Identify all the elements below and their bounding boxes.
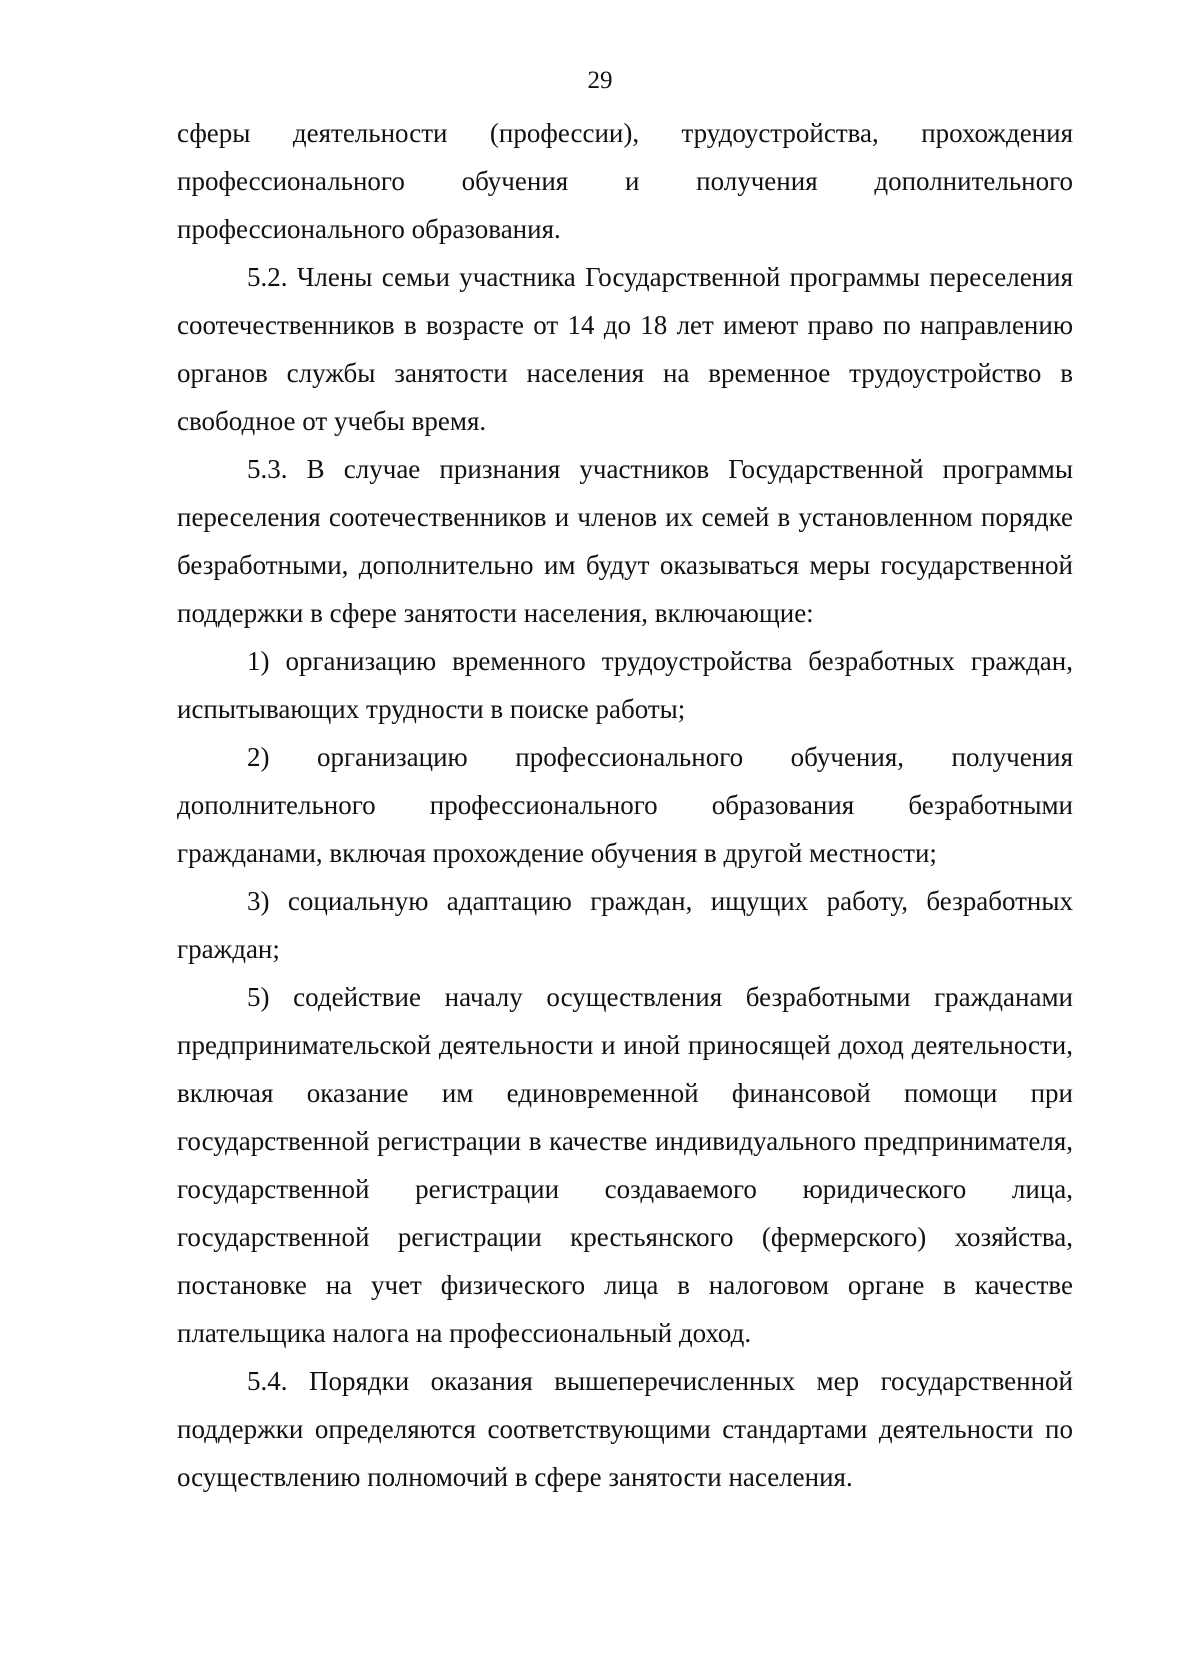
paragraph-5-2: 5.2. Члены семьи участника Государственной программы переселения соотечественников в возрасте от 14 до 18 лет имеют право по направлению органов службы занятости населения на временное трудоустройство в свободное от учебы время. <box>177 262 1073 436</box>
list-item-3: 3) социальную адаптацию граждан, ищущих работу, безработных граждан; <box>177 886 1073 964</box>
paragraph-5-3: 5.3. В случае признания участников Государственной программы переселения соотечественников и членов их семей в установленном порядке безработными, дополнительно им будут оказываться меры государственной поддержки в сфере занятости населения, включающие: <box>177 454 1073 628</box>
list-item-2: 2) организацию профессионального обучения, получения дополнительного профессионального образования безработными гражданами, включая прохождение обучения в другой местности; <box>177 742 1073 868</box>
paragraph-5-4: 5.4. Порядки оказания вышеперечисленных мер государственной поддержки определяются соответствующими стандартами деятельности по осуществлению полномочий в сфере занятости населения. <box>177 1366 1073 1492</box>
paragraph-continuation: сферы деятельности (профессии), трудоустройства, прохождения профессионального обучения и получения дополнительного профессионального образования. <box>177 118 1073 244</box>
list-item-5: 5) содействие началу осуществления безработными гражданами предпринимательской деятельности и иной приносящей доход деятельности, включая оказание им единовременной финансовой помощи при государственной регистрации в качестве индивидуального предпринимателя, государственной регистрации создаваемого юридического лица, государственной регистрации крестьянского (фермерского) хозяйства, постановке на учет физического лица в налоговом органе в качестве плательщика налога на профессиональный доход. <box>177 982 1073 1348</box>
document-body <box>177 109 1073 1501</box>
list-item-1: 1) организацию временного трудоустройства безработных граждан, испытывающих трудности в поиске работы; <box>177 646 1073 724</box>
page-number: 29 <box>587 67 613 94</box>
